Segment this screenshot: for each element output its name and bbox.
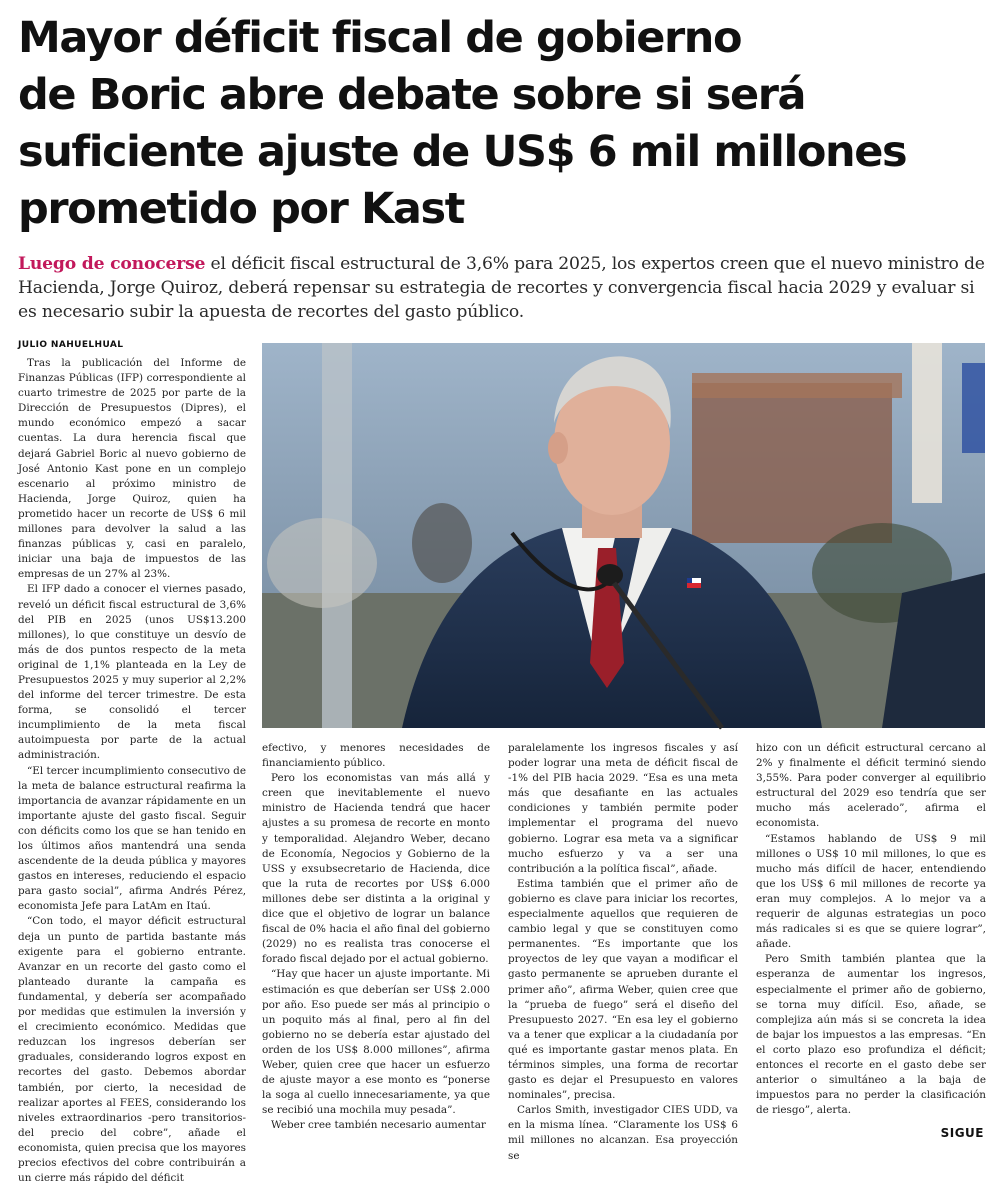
byline: JULIO NAHUELHUAL (18, 340, 124, 350)
paragraph: paralelamente los ingresos fiscales y así poder lograr una meta de déficit fiscal de -1% del PIB hacia 2029. “Esa es una meta más que desafiante en las actuales condiciones y también permite poder implementar el programa del nuevo gobierno. Lograr esa meta va a significar mucho esfuerzo y va a ser una contribución a la política fiscal”, añade. (508, 742, 738, 875)
paragraph: Tras la publicación del Informe de Finanzas Públicas (IFP) correspondiente al cuarto trimestre de 2025 por parte de la Dirección de Presupuestos (Dipres), el mundo económico empezó a sacar cuentas. La dura herencia fiscal que dejará Gabriel Boric al nuevo gobierno de José Antonio Kast pone en un complejo escenario al próximo ministro de Hacienda, Jorge Quiroz, quien ha prometido hacer un recorte de US$ 6 mil millones para devolver la salud a las finanzas públicas y, casi en paralelo, iniciar una baja de impuestos de las empresas de un 27% al 23%. (18, 357, 246, 581)
lede-text: el déficit fiscal estructural de 3,6% para 2025, los expertos creen que el nuevo ministro de Hacienda, Jorge Quiroz, deberá repensar su estrategia de recortes y convergencia fiscal hacia 2029 y evaluar si es necesario subir la apuesta de recortes del gasto público. (18, 254, 985, 322)
paragraph: “Con todo, el mayor déficit estructural deja un punto de partida bastante más exigente para el gobierno entrante. Avanzar en un recorte del gasto como el planteado durante la campaña es fundamental, y debería ser acompañado por medidas que estimulen la inversión y el crecimiento económico. Medidas que reduzcan los ingresos deberían ser graduales, considerando logros expost en recortes del gasto. Debemos abordar también, por cierto, la necesidad de realizar aportes al FEES, considerando los niveles extraordinarios -pero transitorios- del precio del cobre”, añade el economista, quien precisa que los mayores precios efectivos del cobre contribuirán a un cierre más rápido del déficit (18, 915, 246, 1185)
body-column-2 (262, 741, 490, 1141)
headline (18, 10, 978, 238)
paragraph: efectivo, y menores necesidades de financiamiento público. (262, 742, 490, 770)
paragraph: “El tercer incumplimiento consecutivo de la meta de balance estructural reafirma la importancia de avanzar rápidamente en un importante ajuste del gasto fiscal. Seguir con déficits como los que se han tenido en los últimos años mantendrá una senda ascendente de la deuda pública y mayores gastos en intereses, reduciendo el espacio para gasto social”, afirma Andrés Pérez, economista Jefe para LatAm en Itaú. (18, 764, 246, 913)
continued-label: SIGUE (940, 1126, 984, 1140)
paragraph: Pero Smith también plantea que la esperanza de aumentar los ingresos, especialmente el primer año de gobierno, se torna muy difícil. Eso, añade, se complejiza aún más si se concreta la idea de bajar los impuestos a las empresas. “En el corto plazo eso profundiza el déficit; entonces el recorte en el gasto debe ser anterior o simultáneo a la baja de impuestos para no perder la clasificación de riesgo”, alerta. (756, 953, 986, 1117)
paragraph: El IFP dado a conocer el viernes pasado, reveló un déficit fiscal estructural de 3,6% del PIB en 2025 (unos US$13.200 millones), lo que constituye un desvío de más de dos puntos respecto de la meta original de 1,1% planteada en la Ley de Presupuestos 2025 y muy superior al 2,2% del informe del tercer trimestre. De esta forma, se consolidó el tercer incumplimiento de la meta fiscal autoimpuesta por parte de la actual administración. (18, 583, 246, 762)
paragraph: Pero los economistas van más allá y creen que inevitablemente el nuevo ministro de Hacienda tendrá que hacer ajustes a su promesa de recorte en monto y temporalidad. Alejandro Weber, decano de Economía, Negocios y Gobierno de la USS y exsubsecretario de Hacienda, dice que la ruta de recortes por US$ 6.000 millones debe ser distinta a la original y dice que el objetivo de lograr un balance fiscal de 0% hacia el año final del gobierno (2029) no es realista tras conocerse el forado fiscal dejado por el actual gobierno. (262, 772, 490, 966)
headline-line: suficiente ajuste de US$ 6 mil millones (18, 127, 907, 177)
paragraph: Carlos Smith, investigador CIES UDD, va en la misma línea. “Claramente los US$ 6 mil millones no alcanzan. Esa proyección se (508, 1104, 738, 1162)
lede (18, 252, 986, 324)
headline-line: prometido por Kast (18, 184, 464, 234)
paragraph: “Estamos hablando de US$ 9 mil millones o US$ 10 mil millones, lo que es mucho más difícil de hacer, entendiendo que los US$ 6 mil millones de recorte ya eran muy complejos. A lo mejor va a requerir de algunas estrategias un poco más radicales si es que se quiere lograr”, añade. (756, 832, 986, 951)
paragraph: hizo con un déficit estructural cercano al 2% y finalmente el déficit terminó siendo 3,55%. Para poder converger al equilibrio estructural del 2029 eso tendría que ser mucho más acelerado”, afirma el economista. (756, 742, 986, 830)
headline-line: de Boric abre debate sobre si será (18, 70, 806, 120)
lede-lead: Luego de conocerse (18, 254, 206, 274)
paragraph: “Hay que hacer un ajuste importante. Mi estimación es que deberían ser US$ 2.000 por año. Eso puede ser más al principio o un poquito más al final, pero al fin del gobierno no se debería estar ajustado del orden de los US$ 8.000 millones”, afirma Weber, quien cree que hacer un esfuerzo de ajuste mayor a ese monto es “ponerse la soga al cuello innecesariamente, ya que se recibió una mochila muy pesada”. (262, 968, 490, 1117)
photo-illustration (262, 343, 985, 728)
body-column-3 (508, 741, 738, 1162)
headline-line: Mayor déficit fiscal de gobierno (18, 13, 742, 63)
paragraph: Estima también que el primer año de gobierno es clave para iniciar los recortes, especialmente aquellos que requieren de cambio legal y que se constituyen como permanentes. “Es importante que los proyectos de ley que vayan a modificar el gasto permanente se aprueben durante el primer año”, afirma Weber, quien cree que la “prueba de fuego” será el diseño del Presupuesto 2027. “En esa ley el gobierno va a tener que explicar a la ciudadanía por qué es importante gastar menos plata. En términos simples, una forma de recortar gasto es dejar el Presupuesto en valores nominales”, precisa. (508, 877, 738, 1102)
body-column-4 (756, 741, 986, 1117)
body-column-1 (18, 356, 246, 1185)
paragraph: Weber cree también necesario aumentar (271, 1119, 486, 1132)
article-photo (262, 343, 985, 728)
